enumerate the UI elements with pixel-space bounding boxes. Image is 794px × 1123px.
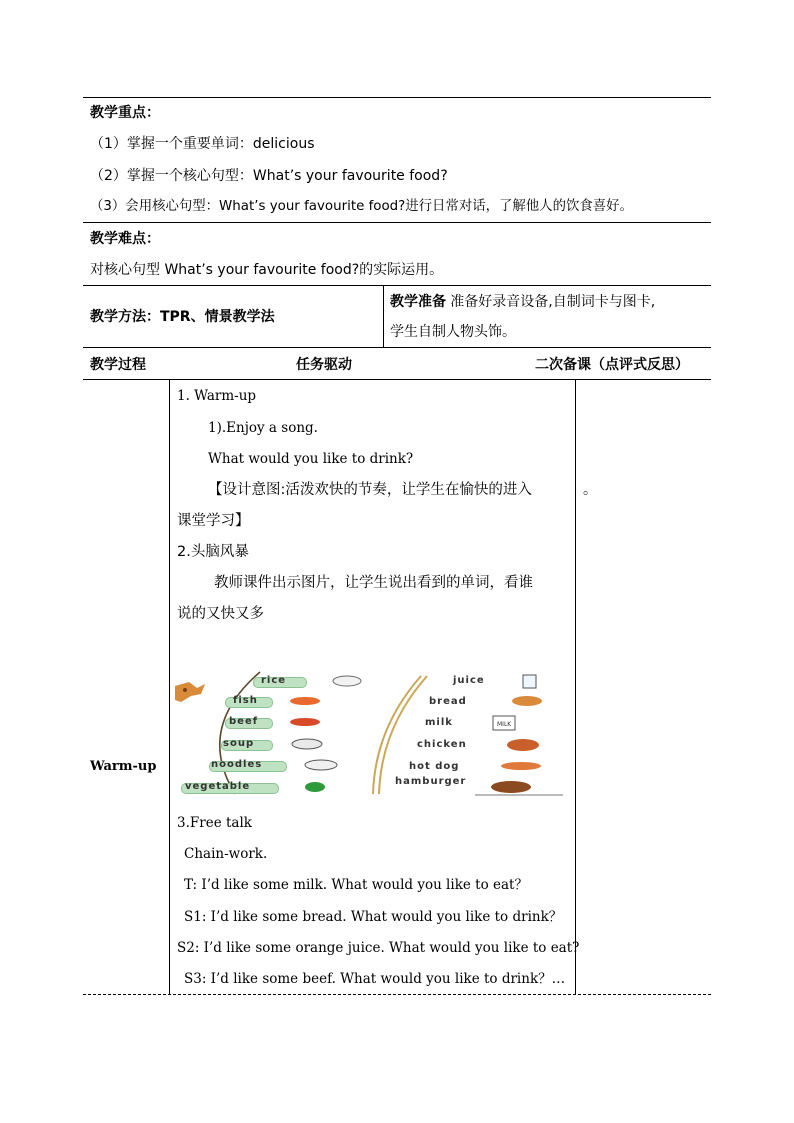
key-point-2: （2）掌握一个核心句型：What’s your favourite food?: [90, 168, 448, 184]
row-divider: [83, 347, 711, 348]
row-divider: [83, 222, 711, 223]
word-hot-dog: hot dog: [409, 761, 460, 772]
key-points-heading: 教学重点：: [90, 105, 160, 121]
prep-line-2: 学生自制人物头饰。: [390, 324, 516, 340]
prep-label: 教学准备: [390, 294, 446, 310]
food-words-image: [175, 668, 567, 796]
food-illustration: [175, 668, 567, 796]
word-fish: fish: [233, 695, 258, 706]
word-noodles: noodles: [211, 759, 263, 770]
content-dialogue-s2: S2: I’d like some orange juice. What would you like to eat?: [177, 940, 580, 956]
row-divider: [83, 285, 711, 286]
content-chain-work: Chain-work.: [184, 846, 268, 862]
table-bottom-border: [83, 994, 711, 995]
word-rice: rice: [261, 675, 287, 686]
content-brainstorm-desc: 教师课件出示图片，让学生说出看到的单词，看谁: [214, 575, 533, 591]
content-brainstorm-title: 2.头脑风暴: [177, 544, 249, 560]
header-reflection: 二次备课（点评式反思）: [535, 357, 689, 373]
header-task: 任务驱动: [296, 357, 352, 373]
word-hamburger: hamburger: [395, 776, 467, 787]
word-vegetable: vegetable: [185, 781, 251, 792]
word-juice: juice: [453, 675, 485, 686]
stage-label: Warm-up: [90, 759, 157, 774]
content-design-intent: 【设计意图:活泼欢快的节奏，让学生在愉快的进入: [208, 482, 532, 498]
content-warmup-title: 1. Warm-up: [177, 388, 257, 404]
difficulty-heading: 教学难点：: [90, 231, 160, 247]
key-point-3: （3）会用核心句型：What’s your favourite food?进行日常对话，了解他人的饮食喜好。: [90, 199, 633, 214]
content-dialogue-s1: S1: I’d like some bread. What would you like to drink？: [184, 909, 563, 925]
reflection-mark: 。: [583, 482, 597, 498]
word-chicken: chicken: [417, 739, 467, 750]
content-dialogue-s3: S3: I’d like some beef. What would you like to drink？…: [184, 971, 566, 987]
method-label: 教学方法：TPR、情景教学法: [90, 309, 275, 325]
table-top-border: [83, 97, 711, 98]
word-milk: milk: [425, 717, 453, 728]
content-song-title: What would you like to drink?: [208, 451, 414, 467]
content-brainstorm-desc-end: 说的又快又多: [177, 606, 264, 622]
prep-line-1: 教学准备 准备好录音设备,自制词卡与图卡,: [390, 294, 656, 310]
word-soup: soup: [223, 738, 255, 749]
milk-carton-label: MILK: [497, 721, 512, 728]
content-dialogue-t: T: I’d like some milk. What would you like to eat？: [184, 877, 528, 893]
method-divider: [383, 285, 384, 347]
content-free-talk: 3.Free talk: [177, 815, 252, 831]
key-point-1: （1）掌握一个重要单词：delicious: [90, 136, 315, 152]
word-bread: bread: [429, 696, 467, 707]
word-beef: beef: [229, 716, 259, 727]
difficulty-text: 对核心句型 What’s your favourite food?的实际运用。: [90, 262, 444, 278]
content-enjoy-song: 1).Enjoy a song.: [208, 420, 318, 436]
header-process: 教学过程: [90, 357, 146, 373]
column-line-2: [575, 379, 576, 994]
row-divider: [83, 379, 711, 380]
content-design-intent-end: 课堂学习】: [177, 513, 250, 529]
column-line-1: [169, 379, 170, 994]
